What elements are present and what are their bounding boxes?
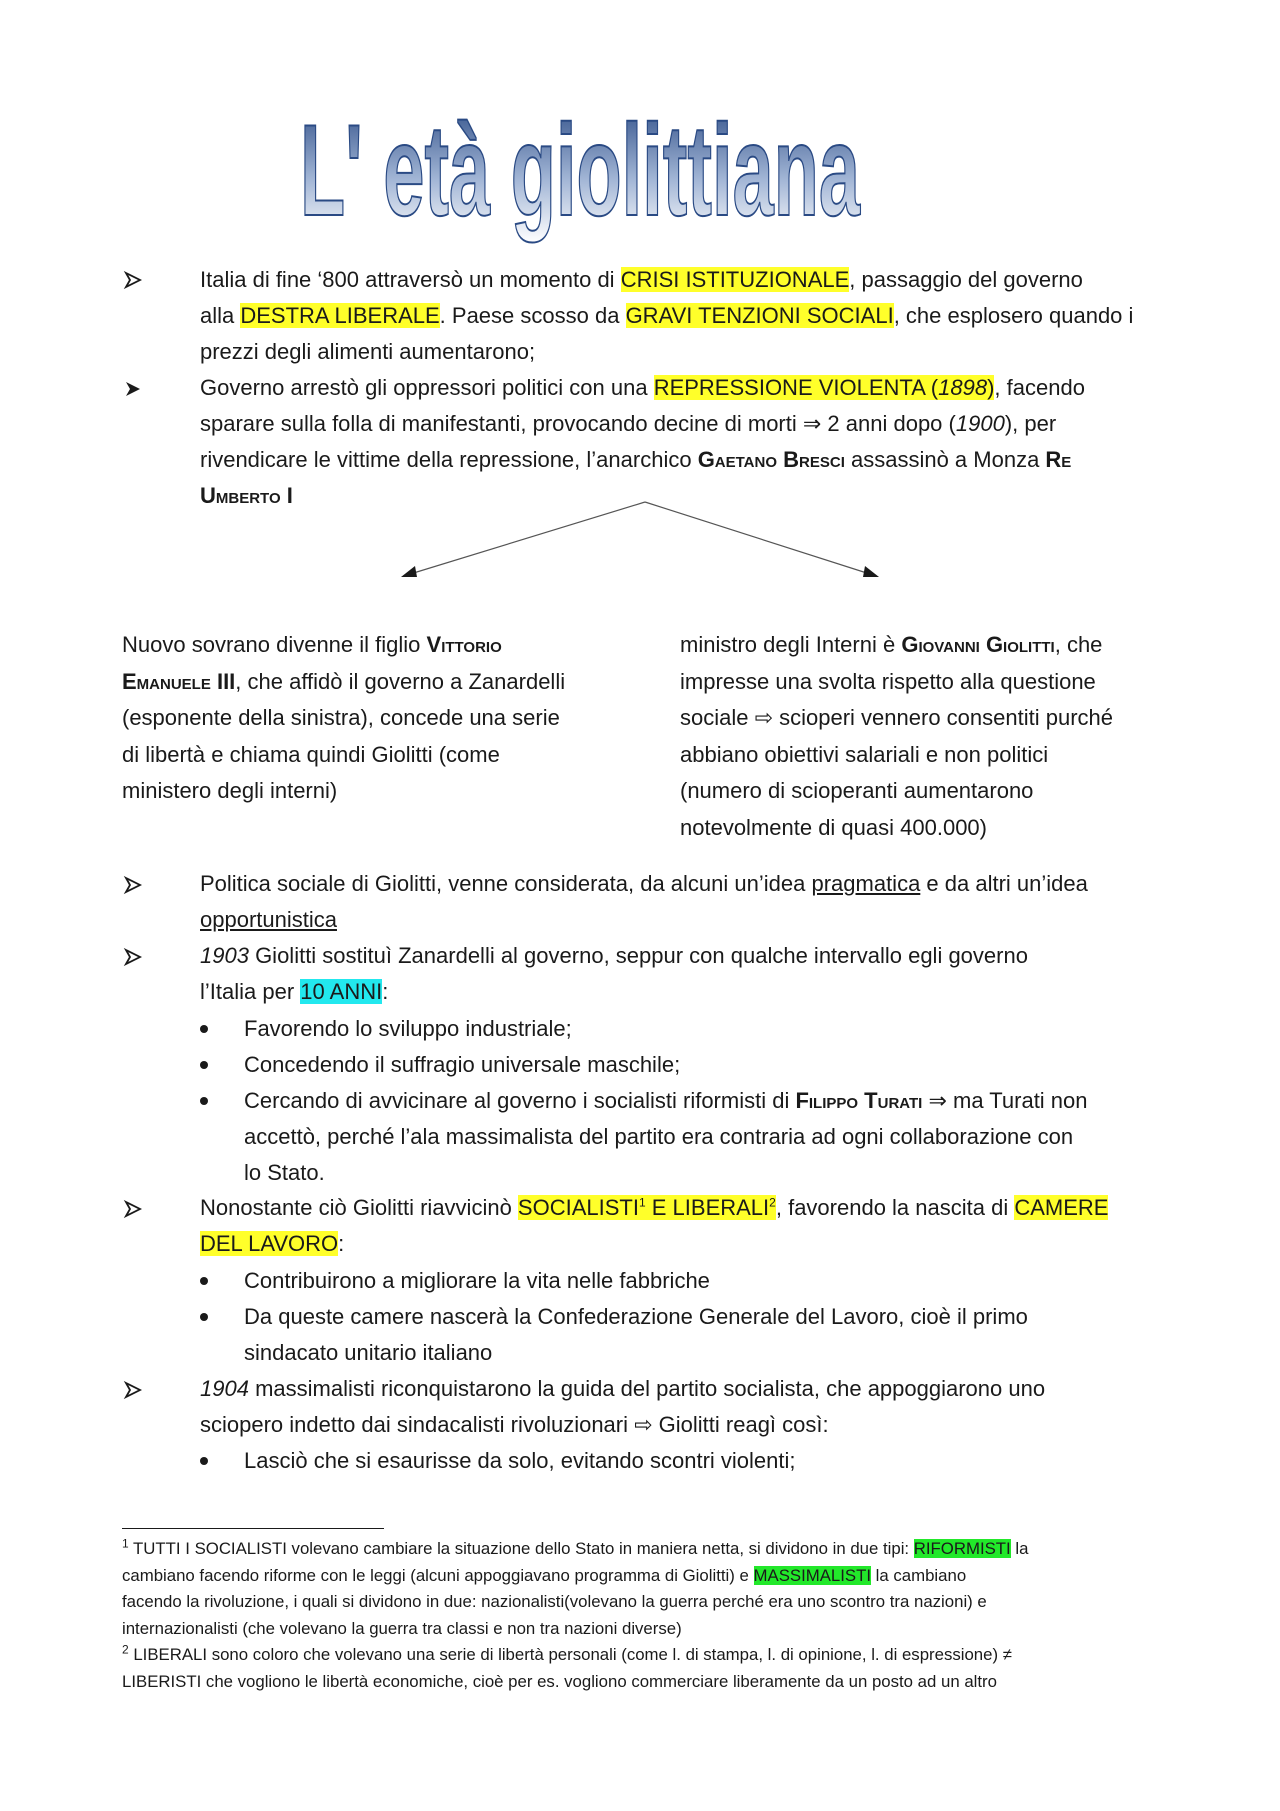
right-column: ministro degli Interni è Giovanni Giolitti, che impresse una svolta rispetto alla questione sociale ⇨ scioperi vennero consentiti purché abbiano obiettivi salariali e non politici (numero di scioperanti aumentarono notevolmente di quasi 400.000)	[680, 632, 1113, 840]
branch-arrows	[395, 495, 885, 585]
arrow-bullet-icon	[124, 948, 142, 966]
dot-bullet-icon	[200, 1277, 208, 1285]
footnote-1: $^1$ TUTTI I SOCIALISTI volevano cambiare la situazione dello Stato in maniera netta, si dividono in due tipi: RIFORMISTI la cambiano facendo riforme con le leggi (alcuni appoggiavano programma di Giolitti) e MASSIMALISTI la cambiano facendo la rivoluzione, i quali si dividono in due: nazionalisti(volevano la guerra perché era uno scontro tra nazioni) e internazionalisti (che volevano la guerra tra classi e non tra nazioni diverse)	[122, 1536, 1029, 1638]
arrow-bullet-icon	[124, 1200, 142, 1218]
arrowhead-right-icon	[863, 566, 879, 577]
bullet-crisi: Italia di fine ‘800 attraversò un momento di CRISI ISTITUZIONALE, passaggio del governo alla DESTRA LIBERALE. Paese scosso da GRAVI TENZIONI SOCIALI, che esplosero quando i prezzi degli alimenti aumentarono;	[200, 267, 1134, 364]
sub-turati: Cercando di avvicinare al governo i socialisti riformisti di Filippo Turati ⇒ ma Turati non accettò, perché l’ala massimalista del partito era contraria ad ogni collaborazione con lo Stato.	[244, 1088, 1088, 1185]
bullet-politica-sociale: Politica sociale di Giolitti, venne considerata, da alcuni un’idea pragmatica e da altri un’idea opportunistica	[200, 871, 1088, 932]
sub-suffragio: Concedendo il suffragio universale maschile;	[244, 1052, 681, 1077]
sub-fabbriche: Contribuirono a migliorare la vita nelle fabbriche	[244, 1268, 710, 1293]
page-title	[300, 95, 980, 245]
dot-bullet-icon	[200, 1457, 208, 1465]
dot-bullet-icon	[200, 1313, 208, 1321]
arrow-bullet-icon	[124, 380, 142, 398]
footnote-2: $^2$ LIBERALI sono coloro che volevano una serie di libertà personali (come l. di stampa, l. di opinione, l. di espressione) ≠ LIBERISTI che vogliono le libertà economiche, cioè per es. vogliono commerciare liberamente da un posto ad un altro	[122, 1642, 1012, 1691]
sub-esaurisse: Lasciò che si esaurisse da solo, evitando scontri violenti;	[244, 1448, 796, 1473]
page-title-text: L' età giolittiana	[300, 97, 861, 243]
footnote-divider	[122, 1528, 384, 1529]
dot-bullet-icon	[200, 1025, 208, 1033]
bullet-1903: 1903 Giolitti sostituì Zanardelli al governo, seppur con qualche intervallo egli governo l’Italia per 10 ANNI:	[200, 943, 1028, 1004]
sub-confederazione: Da queste camere nascerà la Confederazione Generale del Lavoro, cioè il primo sindacato unitario italiano	[244, 1304, 1028, 1365]
arrow-bullet-icon	[124, 271, 142, 289]
left-column: Nuovo sovrano divenne il figlio Vittorio Emanuele III, che affidò il governo a Zanardelli (esponente della sinistra), concede una serie di libertà e chiama quindi Giolitti (come ministero degli interni)	[122, 632, 566, 803]
arrow-bullet-icon	[124, 1381, 142, 1399]
dot-bullet-icon	[200, 1061, 208, 1069]
arrow-bullet-icon	[124, 876, 142, 894]
bullet-1904: 1904 massimalisti riconquistarono la guida del partito socialista, che appoggiarono uno sciopero indetto dai sindacalisti rivoluzionari ⇨ Giolitti reagì così:	[200, 1376, 1046, 1437]
arrowhead-left-icon	[401, 566, 417, 577]
sub-industriale: Favorendo lo sviluppo industriale;	[244, 1016, 572, 1041]
bullet-camere-lavoro: Nonostante ciò Giolitti riavvicinò SOCIALISTI$^1$ E LIBERALI$^2$, favorendo la nascita di CAMERE DEL LAVORO:	[200, 1195, 1109, 1256]
dot-bullet-icon	[200, 1097, 208, 1105]
bullet-repressione: Governo arrestò gli oppressori politici con una REPRESSIONE VIOLENTA (1898), facendo sparare sulla folla di manifestanti, provocando decine di morti ⇒ 2 anni dopo (1900), per rivendicare le vittime della repressione, l’anarchico Gaetano Bresci assassinò a Monza Re Umberto I	[200, 375, 1085, 508]
